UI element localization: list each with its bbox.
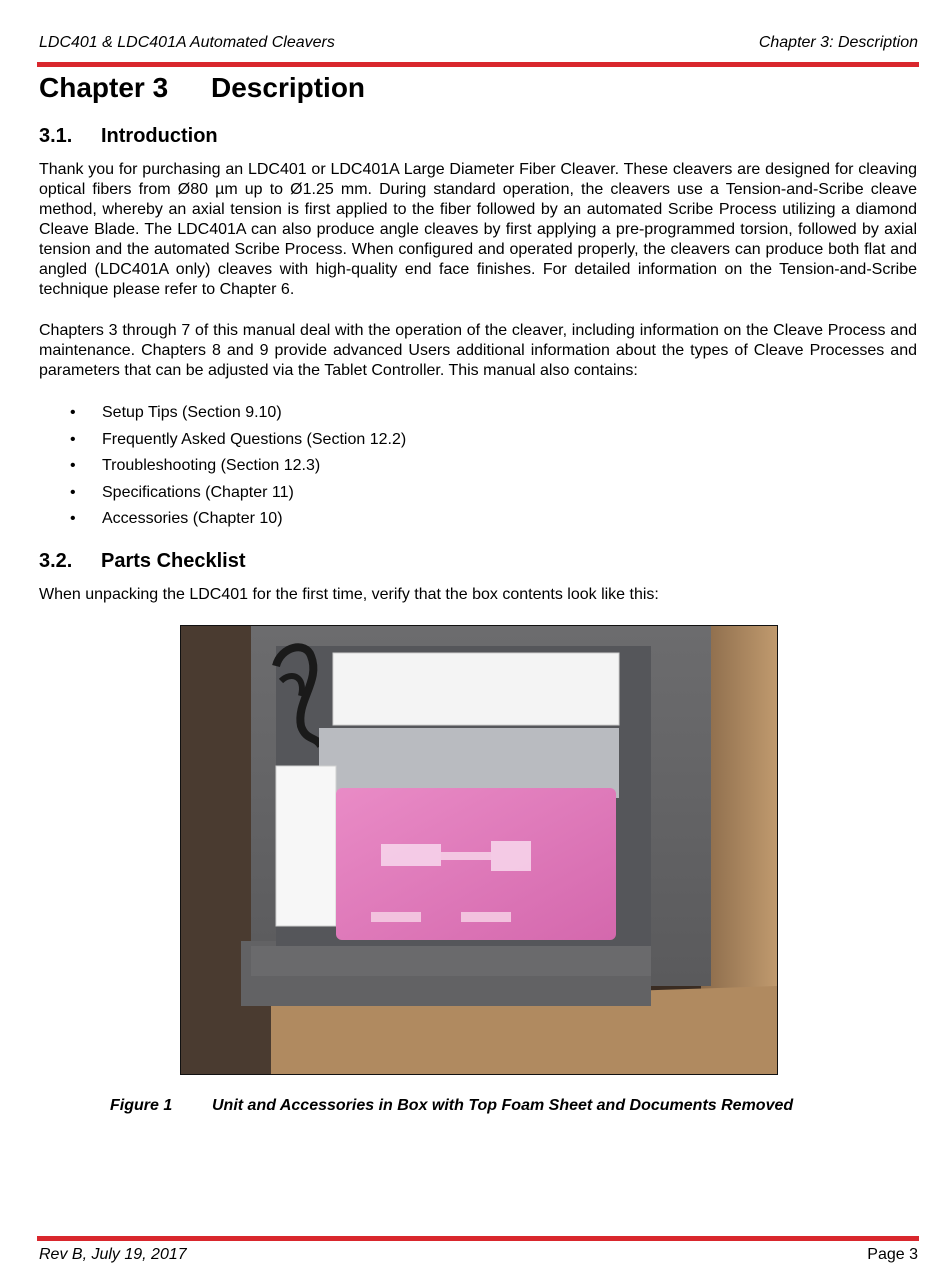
section-title: Introduction — [101, 125, 218, 147]
section-number: 3.2. — [39, 550, 73, 572]
running-header-chapter: Chapter 3: Description — [758, 34, 918, 51]
box-contents-photo — [180, 625, 778, 1075]
chapter-title: Description — [211, 72, 366, 103]
bullet-icon: • — [70, 510, 76, 527]
header-rule — [37, 62, 919, 67]
running-header-title: LDC401 & LDC401A Automated Cleavers — [39, 34, 335, 51]
intro-paragraph-2: Chapters 3 through 7 of this manual deal with the operation of the cleaver, including information on the Cleave Process and maintenance. Chapters 8 and 9 provide advanced Users additional information about the types of Cleave Processes and parameters that can be adjusted via the Tablet Controller. This manual also contains: — [39, 322, 917, 379]
bullet-icon: • — [70, 404, 76, 421]
footer-rule — [37, 1236, 919, 1241]
list-item: • Specifications (Chapter 11) — [70, 483, 294, 501]
bullet-icon: • — [70, 430, 76, 448]
footer-revision: Rev B, July 19, 2017 — [39, 1246, 187, 1263]
list-item: • Troubleshooting (Section 12.3) — [70, 457, 321, 474]
chapter-heading — [39, 72, 365, 104]
bullet-icon: • — [70, 483, 76, 501]
section-number: 3.1. — [39, 125, 73, 147]
box-contents-illustration — [181, 626, 777, 1074]
page-number: Page 3 — [867, 1246, 918, 1263]
bullet-icon: • — [70, 457, 76, 474]
list-item: • Frequently Asked Questions (Section 12.2) — [70, 430, 407, 448]
intro-paragraph-1: Thank you for purchasing an LDC401 or LDC401A Large Diameter Fiber Cleaver. These cleavers are designed for cleaving optical fibers from Ø80 µm up to Ø1.25 mm. During standard operation, the cleavers use a Tension-and-Scribe cleave method, whereby an axial tension is first applied to the fiber followed by an automated Scribe Process utilizing a diamond Cleave Blade. The LDC401A can also produce angle cleaves by first applying a pre-programmed torsion, followed by axial tension and the automated Scribe Process. When configured and operated properly, the cleavers can produce both flat and angled (LDC401A only) cleaves with high-quality end face finishes. For detailed information on the Tension-and-Scribe technique please refer to Chapter 6. — [39, 161, 917, 298]
section-heading-introduction — [39, 125, 218, 148]
figure-number: Figure 1 — [110, 1097, 173, 1114]
chapter-number: Chapter 3 — [39, 72, 169, 103]
manual-contents-list — [39, 403, 406, 536]
list-item: • Setup Tips (Section 9.10) — [70, 404, 282, 421]
parts-checklist-paragraph: When unpacking the LDC401 for the first time, verify that the box contents look like this: — [39, 586, 659, 603]
section-title: Parts Checklist — [101, 550, 246, 572]
figure-caption — [110, 1097, 793, 1115]
figure-caption-text: Unit and Accessories in Box with Top Foam Sheet and Documents Removed — [212, 1097, 794, 1114]
list-item: • Accessories (Chapter 10) — [70, 510, 283, 527]
section-heading-parts-checklist — [39, 550, 246, 573]
